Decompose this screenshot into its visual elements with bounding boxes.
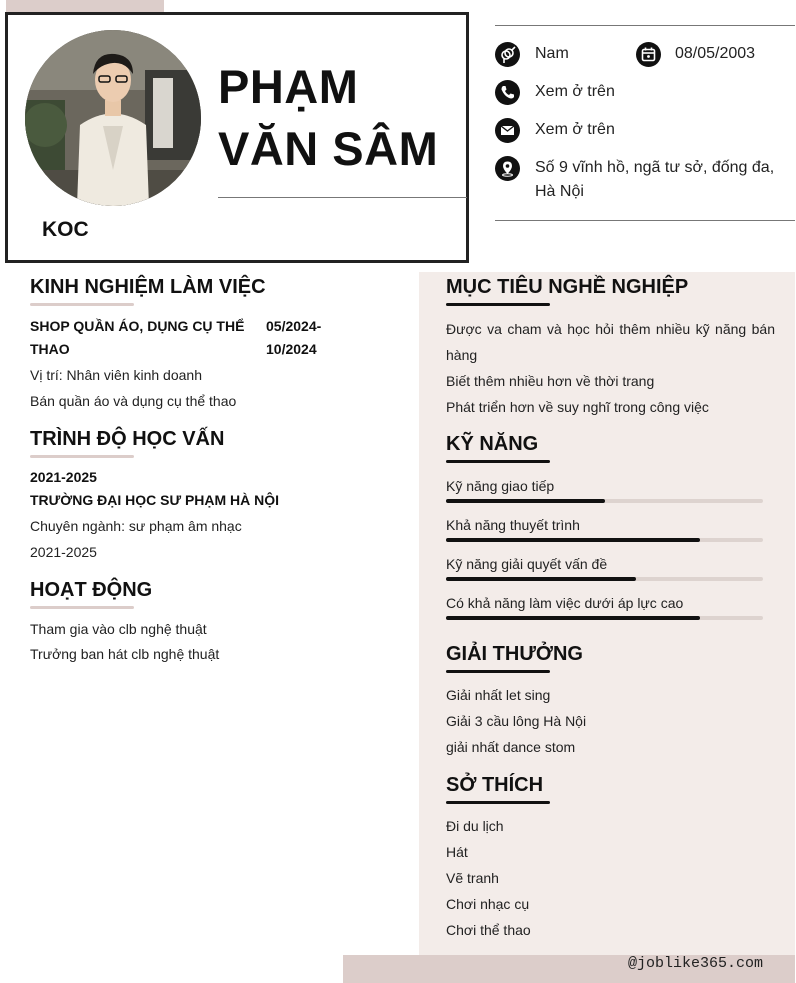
experience-period-line-1: 05/2024- bbox=[266, 318, 322, 334]
skill-bar bbox=[446, 616, 763, 620]
contact-bottom-divider bbox=[495, 220, 795, 221]
skill-label: Có khả năng làm việc dưới áp lực cao bbox=[446, 595, 684, 611]
name-line-2: VĂN SÂM bbox=[218, 122, 439, 175]
skill-bar-fill bbox=[446, 499, 605, 503]
avatar bbox=[25, 30, 201, 206]
gender-value: Nam bbox=[535, 45, 569, 62]
skill-bar-fill bbox=[446, 577, 636, 581]
contact-top-divider bbox=[495, 25, 795, 26]
experience-company-line-1: SHOP QUẦN ÁO, DỤNG CỤ THỂ bbox=[30, 318, 245, 334]
objective-line-3: Phát triển hơn về suy nghĩ trong công việc bbox=[446, 399, 709, 415]
education-years: 2021-2025 bbox=[30, 469, 97, 485]
objective-line-1a: Được va cham và học hỏi thêm nhiều kỹ năng bán bbox=[446, 321, 775, 337]
objective-line-2: Biết thêm nhiều hơn về thời trang bbox=[446, 373, 655, 389]
birthday-value: 08/05/2003 bbox=[675, 45, 756, 62]
envelope-icon bbox=[495, 118, 520, 143]
skills-title: KỸ NĂNG bbox=[446, 433, 539, 455]
experience-position: Vị trí: Nhân viên kinh doanh bbox=[30, 367, 202, 383]
experience-period-line-2: 10/2024 bbox=[266, 341, 317, 357]
activities-underline bbox=[30, 606, 134, 609]
activity-item: Trưởng ban hát clb nghệ thuật bbox=[30, 646, 220, 662]
objective-title: MỤC TIÊU NGHỀ NGHIỆP bbox=[446, 276, 689, 298]
skills-underline bbox=[446, 460, 550, 463]
gender-icon bbox=[495, 42, 520, 67]
hobby-item: Hát bbox=[446, 844, 468, 860]
objective-underline bbox=[446, 303, 550, 306]
skill-bar-fill bbox=[446, 538, 700, 542]
experience-title: KINH NGHIỆM LÀM VIỆC bbox=[30, 276, 266, 298]
address-line-1: Số 9 vĩnh hồ, ngã tư sở, đống đa, bbox=[535, 159, 775, 176]
activity-item: Tham gia vào clb nghệ thuật bbox=[30, 621, 207, 637]
hobbies-title: SỞ THÍCH bbox=[446, 774, 544, 796]
hobby-item: Chơi thể thao bbox=[446, 922, 531, 938]
education-underline bbox=[30, 455, 134, 458]
skill-bar bbox=[446, 499, 763, 503]
objective-line-1b: hàng bbox=[446, 347, 478, 363]
awards-underline bbox=[446, 670, 550, 673]
name-divider bbox=[218, 197, 467, 198]
experience-company-line-2: THAO bbox=[30, 341, 70, 357]
award-item: Giải nhất let sing bbox=[446, 687, 551, 703]
hobby-item: Vẽ tranh bbox=[446, 870, 499, 886]
education-title: TRÌNH ĐỘ HỌC VẤN bbox=[30, 428, 225, 450]
experience-underline bbox=[30, 303, 134, 306]
phone-icon bbox=[495, 80, 520, 105]
footer-watermark[interactable]: @joblike365.com bbox=[627, 955, 763, 972]
awards-title: GIẢI THƯỞNG bbox=[446, 643, 583, 665]
activities-title: HOẠT ĐỘNG bbox=[30, 579, 153, 601]
experience-description: Bán quần áo và dụng cụ thể thao bbox=[30, 393, 237, 409]
skill-label: Khả năng thuyết trình bbox=[446, 517, 580, 533]
award-item: Giải 3 cầu lông Hà Nội bbox=[446, 713, 587, 729]
name-line-1: PHẠM bbox=[218, 60, 359, 113]
address-line-2: Hà Nội bbox=[535, 183, 584, 200]
phone-value: Xem ở trên bbox=[535, 83, 615, 100]
skill-bar bbox=[446, 538, 763, 542]
calendar-icon bbox=[636, 42, 661, 67]
education-school: TRƯỜNG ĐẠI HỌC SƯ PHẠM HÀ NỘI bbox=[30, 492, 280, 508]
skill-bar-fill bbox=[446, 616, 700, 620]
skill-label: Kỹ năng giao tiếp bbox=[446, 478, 555, 494]
candidate-name bbox=[218, 56, 458, 180]
job-title: KOC bbox=[42, 218, 89, 241]
skill-label: Kỹ năng giải quyết vấn đề bbox=[446, 556, 608, 572]
skill-bar bbox=[446, 577, 763, 581]
education-major: Chuyên ngành: sư phạm âm nhạc bbox=[30, 518, 242, 534]
award-item: giải nhất dance stom bbox=[446, 739, 576, 755]
location-pin-icon bbox=[495, 156, 520, 181]
email-value: Xem ở trên bbox=[535, 121, 615, 138]
hobby-item: Đi du lịch bbox=[446, 818, 504, 834]
hobby-item: Chơi nhạc cụ bbox=[446, 896, 530, 912]
hobbies-underline bbox=[446, 801, 550, 804]
avatar-photo bbox=[25, 30, 201, 206]
education-period: 2021-2025 bbox=[30, 544, 97, 560]
